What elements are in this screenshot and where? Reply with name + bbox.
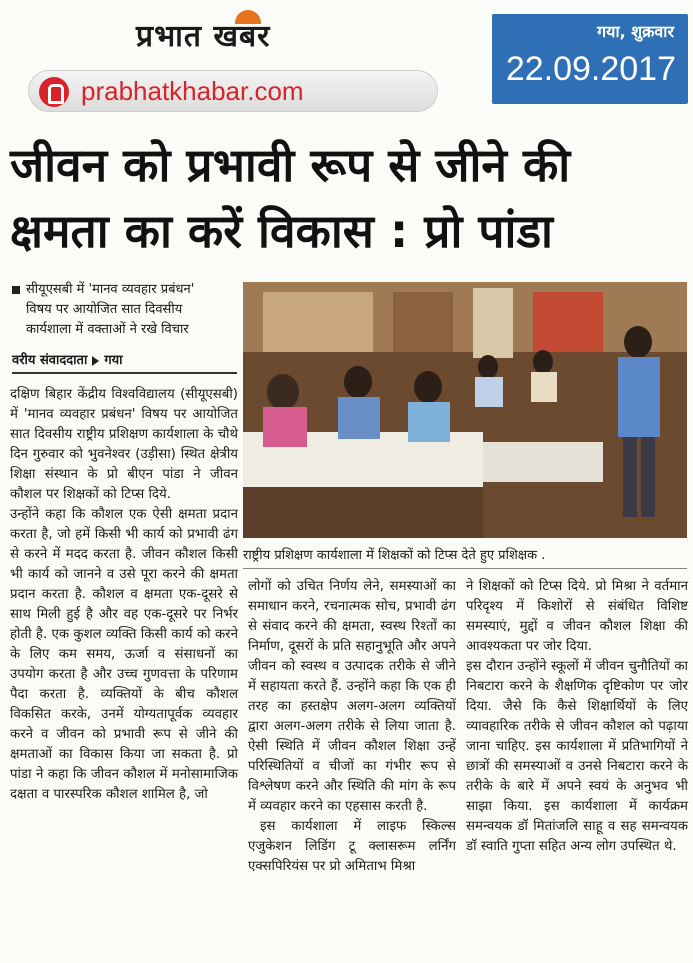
photo-caption: राष्ट्रीय प्रशिक्षण कार्यशाला में शिक्षकों को टिप्स देते हुए प्रशिक्षक . bbox=[243, 548, 546, 563]
url-bar bbox=[28, 70, 438, 112]
newspaper-logo: प्रभात खबर bbox=[136, 19, 271, 54]
workshop-photo bbox=[243, 282, 687, 538]
arrow-right-icon bbox=[92, 356, 99, 366]
reporter: वरीय संवाददाता bbox=[12, 353, 88, 368]
logo-block bbox=[28, 10, 448, 110]
masthead bbox=[0, 0, 693, 122]
paragraph: दक्षिण बिहार केंद्रीय विश्वविद्यालय (सीयूएसबी) में 'मानव व्यवहार प्रबंधन' विषय पर आयोजित सात दिवसीय राष्ट्रीय प्रशिक्षण कार्यशाला के चौथे दिन गुरुवार को भुवनेश्वर (उड़ीसा) स्थित क्षेत्रीय शिक्षा संस्थान के प्रो बीएन पांडा ने जीवन कौशल पर शिक्षकों को टिप्स दिये. bbox=[10, 387, 238, 502]
paragraph: इस दौरान उन्होंने स्कूलों में जीवन चुनौतियों का निबटारा करने के शैक्षणिक दृष्टिकोण पर जोर दिया. जैसे कि कैसे शिक्षार्थियों के लिए व्यावहारिक तरीके से जीवन कौशल को पढ़ाया जाना चाहिए. इस कार्यशाला में प्रतिभागियों ने छात्रों की समस्याओं व उनसे निबटारा करने के तरीके के बारे में अपने स्वयं के अनुभव भी साझा किया. इस कार्यशाला में कार्यक्रम समन्वयक डॉ मितांजलि साहू व सह समन्वयक डॉ स्वाति गुप्ता सहित अन्य लोग उपस्थित थे. bbox=[466, 659, 688, 854]
caption-divider bbox=[243, 568, 687, 569]
deck-line-2: विषय पर आयोजित सात दिवसीय bbox=[26, 302, 183, 317]
date-block bbox=[492, 14, 688, 104]
body-column-2 bbox=[248, 577, 456, 877]
mouse-icon bbox=[39, 77, 69, 107]
headline bbox=[10, 132, 690, 264]
issue-date: 22.09.2017 bbox=[505, 50, 676, 88]
paragraph: ने शिक्षकों को टिप्स दिये. प्रो मिश्रा ने वर्तमान परिदृश्य में किशोरों से संबंधित विशिष्ट समस्याएं, मुद्दों व जीवन कौशल शिक्षा की आवश्यकता पर जोर दिया. bbox=[466, 579, 688, 654]
byline bbox=[12, 350, 237, 368]
dateline-place: गया bbox=[104, 353, 123, 368]
paragraph: लोगों को उचित निर्णय लेने, समस्याओं का समाधान करने, रचनात्मक सोच, प्रभावी ढंग से संवाद करने की क्षमता, स्वस्थ रिश्तों का निर्माण, दूसरों के प्रति सहानुभूति और अपने जीवन को स्वस्थ व उत्पादक तरीके से जीने में सहायता करते हैं. उन्होंने कहा कि एक ही तरह का हस्तक्षेप अलग-अलग व्यक्तियों द्वारा अलग-अलग तरीके से लिया जाता है. ऐसी स्थिति में जीवन कौशल शिक्षा उन्हें परिस्थितियों व चीजों का गंभीर रूप से विश्लेषण करने और स्थिति की मांग के रूप में व्यवहार करने का एहसास करती है. bbox=[248, 579, 456, 814]
deck-line-3: कार्यशाला में वक्ताओं ने रखे विचार bbox=[26, 322, 189, 337]
deck-line-1: सीयूएसबी में 'मानव व्यवहार प्रबंधन' bbox=[26, 282, 195, 297]
bullet-icon bbox=[12, 286, 20, 294]
paragraph: इस कार्यशाला में लाइफ स्किल्स एजुकेशन लिडिंग टू क्लासरूम लर्निंग एक्सपिरियंस पर प्रो अमिताभ मिश्रा bbox=[248, 819, 456, 874]
headline-line-2: क्षमता का करें विकास : प्रो पांडा bbox=[10, 204, 553, 258]
headline-line-1: जीवन को प्रभावी रूप से जीने की bbox=[10, 138, 571, 192]
sub-deck bbox=[12, 280, 237, 340]
city-day: गया, शुक्रवार bbox=[597, 22, 674, 41]
paragraph: उन्होंने कहा कि कौशल एक ऐसी क्षमता प्रदान करता है, जो हमें किसी भी कार्य को प्रभावी ढंग से करने में मदद करता है. जीवन कौशल किसी भी कार्य को जानने व उसे पूरा करने की क्षमता प्रदान करता है. कौशल व क्षमता एक-दूसरे से साथ मिली हुई है और वह एक-दूसरे पर निर्भर होती है. एक कुशल व्यक्ति किसी कार्य को करने के लिए कम समय, ऊर्जा व संसाधनों का उपयोग करता है और उच्च गुणवत्ता के परिणाम पैदा करता है. व्यक्तियों के बीच कौशल विकसित करके, उनमें योग्यतापूर्वक व्यवहार करने व जीवन को प्रभावी रूप से जीने की क्षमताओं का विकास किया जा सकता है. प्रो पांडा ने कहा कि जीवन कौशल में मनोसामाजिक दक्षता व पारस्परिक कौशल शामिल है, जो bbox=[10, 507, 238, 802]
photo-illustration bbox=[243, 282, 687, 538]
body-column-3 bbox=[466, 577, 688, 857]
body-column-1 bbox=[10, 385, 238, 805]
website-url: prabhatkhabar.com bbox=[81, 76, 304, 106]
divider bbox=[12, 372, 237, 374]
